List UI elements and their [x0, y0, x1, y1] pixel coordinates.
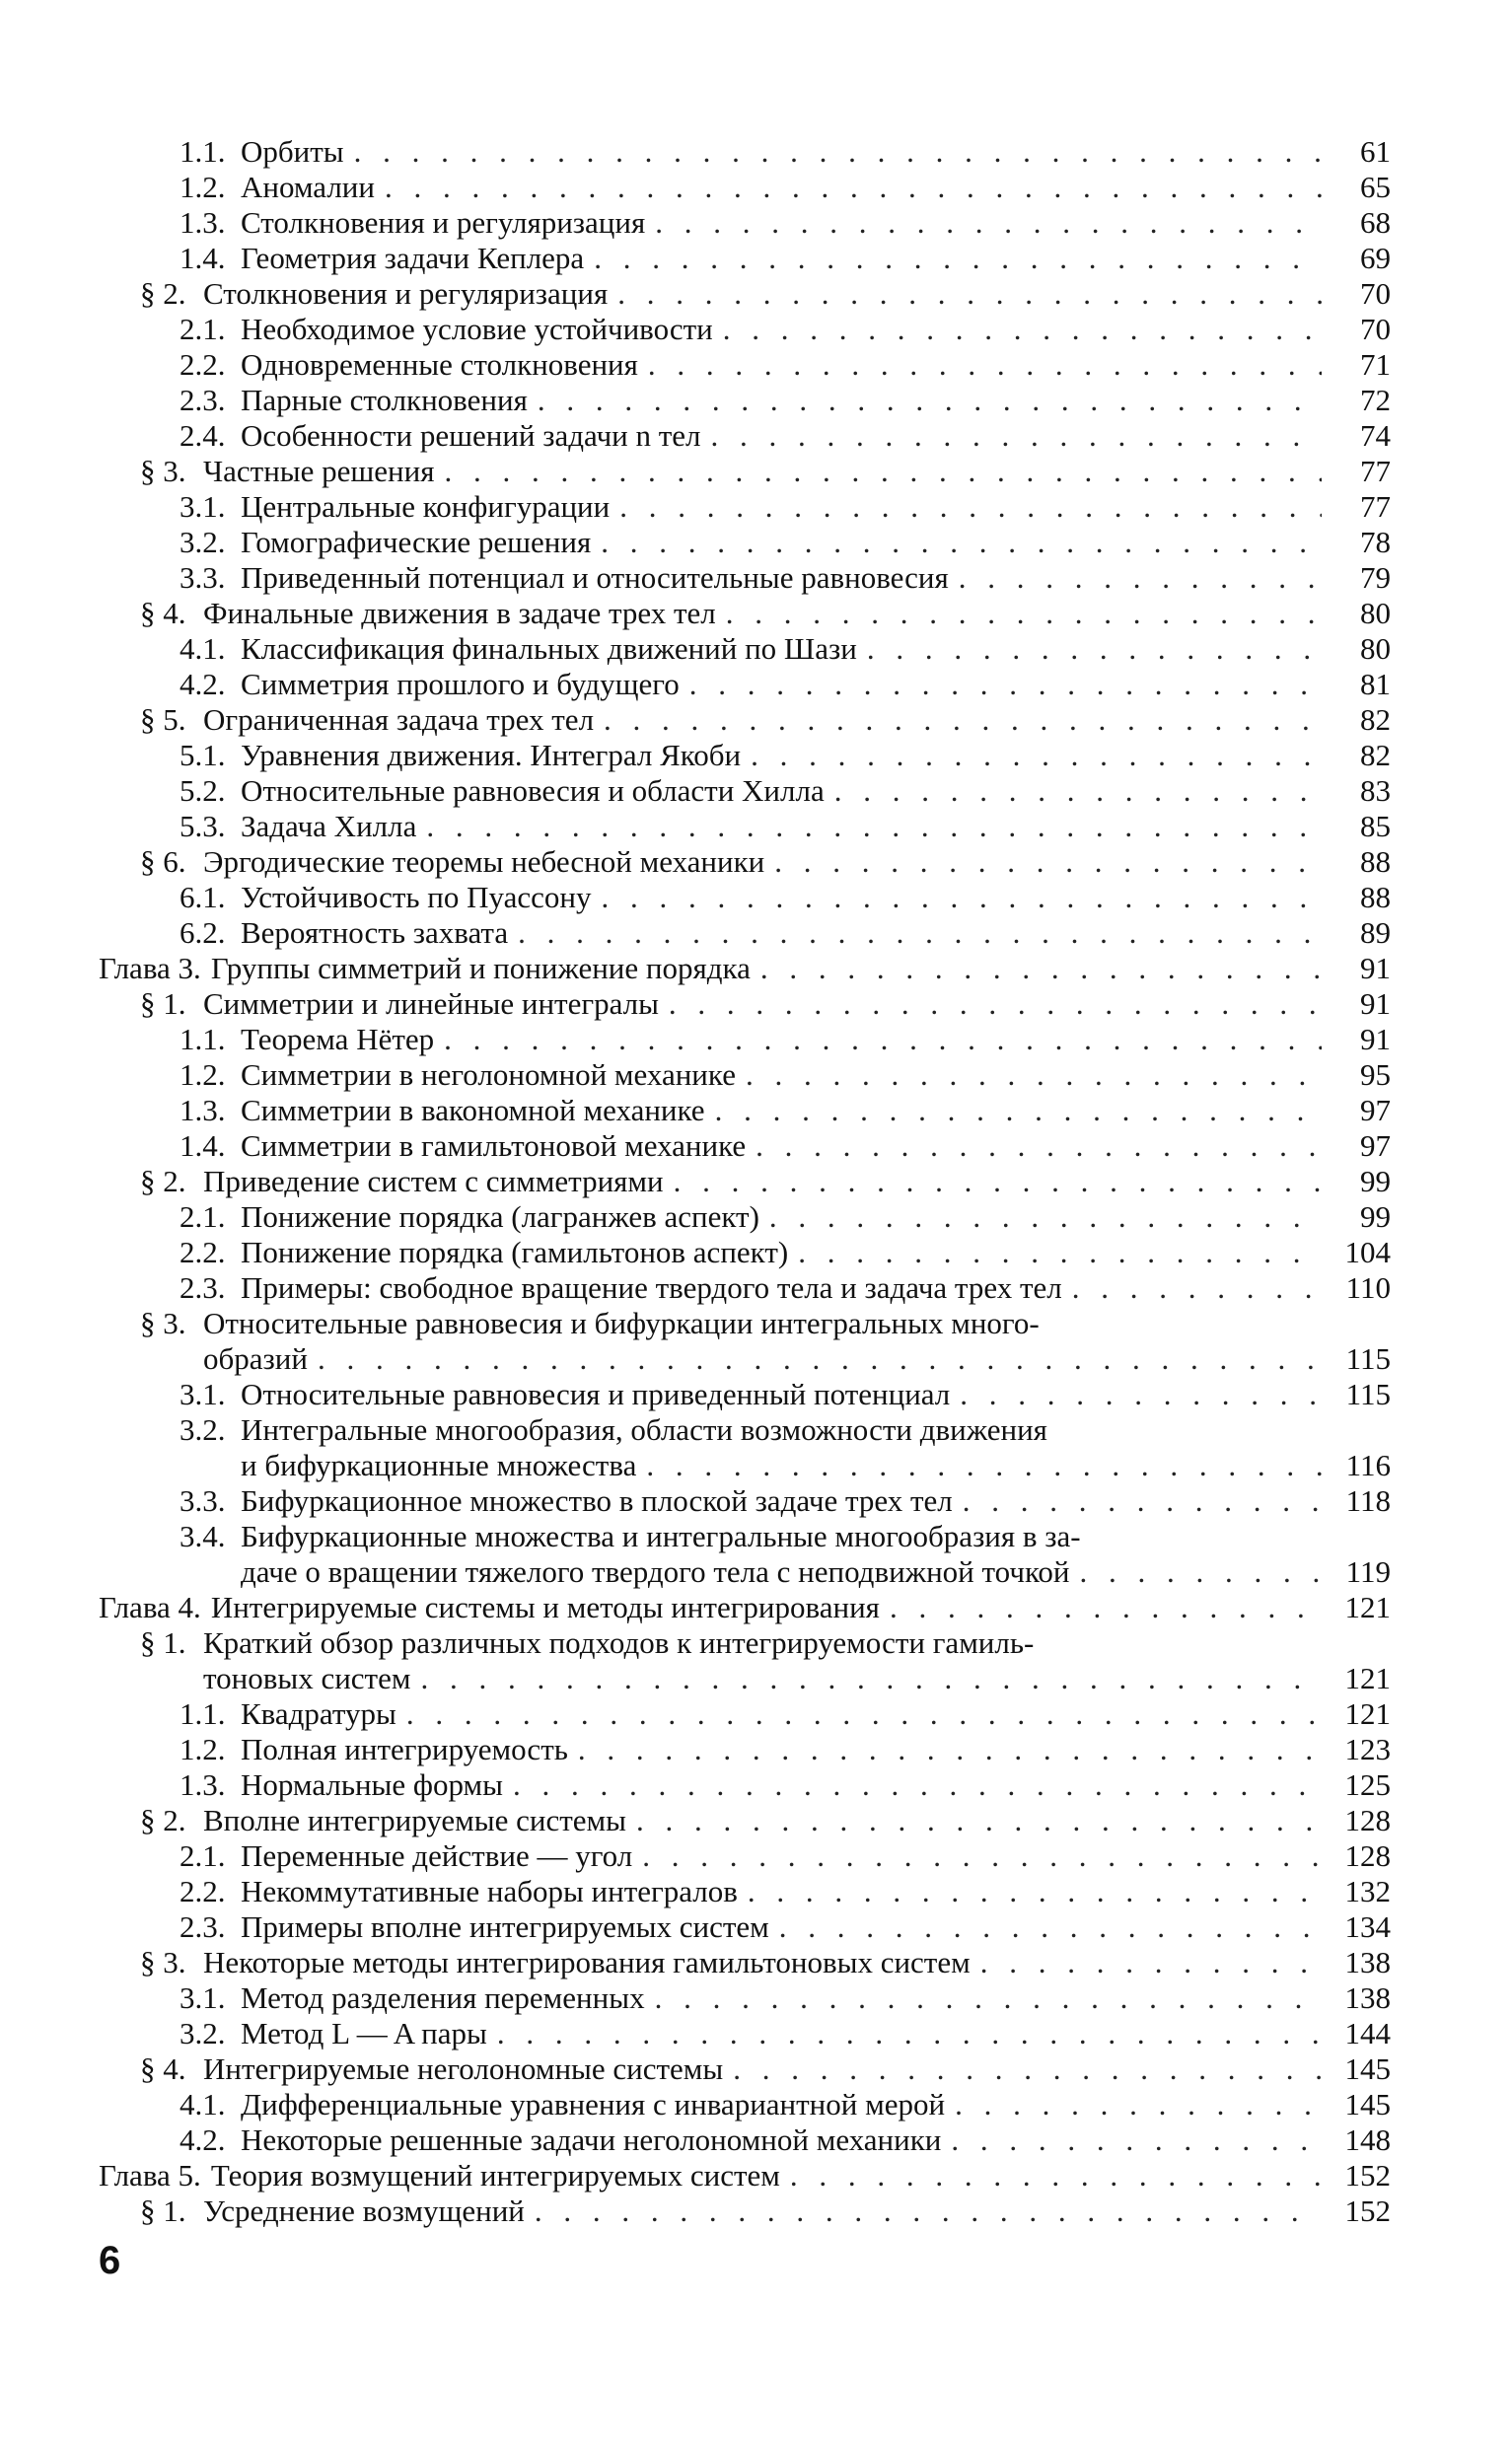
dot-leader: [375, 170, 1322, 205]
toc-entry-page: 128: [1344, 1838, 1391, 1873]
toc-entry-title: Метод L — A пары: [241, 2016, 487, 2050]
toc-entry-page: 123: [1344, 1732, 1391, 1766]
toc-entry-number: 2.1.: [180, 1838, 226, 1873]
dot-leader: [636, 1448, 1322, 1483]
toc-entry-page: 77: [1360, 454, 1391, 488]
toc-section: [99, 1625, 1391, 1696]
toc-entry-number: 3.3.: [180, 1483, 226, 1518]
dot-leader: [788, 1235, 1322, 1270]
toc-entry-number: 6.1.: [180, 880, 226, 914]
dot-leader: [645, 1980, 1322, 2016]
dot-leader: [308, 1341, 1322, 1377]
toc-entry-title: Симметрии в неголономной механике: [241, 1057, 736, 1092]
toc-entry-title: Примеры: свободное вращение твердого тела и задача трех тел: [241, 1270, 1062, 1305]
dot-leader: [434, 454, 1322, 489]
toc-entry-title: Уравнения движения. Интеграл Якоби: [241, 738, 742, 772]
toc-entry-number: 1.1.: [180, 134, 226, 169]
toc-entry-title: Относительные равновесия и бифуркации интегральных много-: [203, 1306, 1040, 1340]
toc-entry-number: 3.1.: [180, 1980, 226, 2015]
toc-entry-title: Теорема Нётер: [241, 1022, 435, 1056]
toc-entry-title: Гомографические решения: [241, 525, 592, 559]
toc-subsection: [99, 1909, 1391, 1945]
dot-leader: [716, 596, 1322, 631]
dot-leader: [626, 1803, 1322, 1838]
toc-subsection: [99, 738, 1391, 773]
dot-leader: [780, 2158, 1322, 2193]
toc-entry-page: 82: [1360, 702, 1391, 737]
toc-entry-title: Симметрии в вакономной механике: [241, 1093, 705, 1127]
toc-entry-number: 3.2.: [180, 2016, 226, 2050]
toc-entry-title: Интегрируемые системы и методы интегрирования: [210, 1590, 880, 1624]
toc-entry-page: 91: [1360, 951, 1391, 985]
dot-leader: [950, 1377, 1322, 1412]
toc-entry-title: Интегральные многообразия, области возможности движения: [241, 1412, 1047, 1447]
dot-leader: [659, 986, 1322, 1022]
toc-entry-number: 1.4.: [180, 1128, 226, 1163]
toc-entry-number: 3.2.: [180, 1412, 226, 1447]
toc-entry-title: Относительные равновесия и области Хилла: [241, 773, 825, 808]
toc-entry-number: 2.2.: [180, 1235, 226, 1269]
toc-entry-title: Необходимое условие устойчивости: [241, 312, 713, 346]
toc-entry-page: 121: [1344, 1661, 1391, 1695]
toc-entry-title: Особенности решений задачи n тел: [241, 418, 701, 453]
toc-subsection: [99, 1483, 1391, 1519]
toc-entry-title: Краткий обзор различных подходов к интегрируемости гамиль-: [203, 1625, 1035, 1660]
toc-entry-page: 79: [1360, 560, 1391, 595]
toc-entry-page: 77: [1360, 489, 1391, 524]
toc-entry-page: 80: [1360, 631, 1391, 666]
toc-entry-page: 65: [1360, 170, 1391, 204]
toc-entry-number: 2.3.: [180, 1270, 226, 1305]
toc-entry-page: 132: [1344, 1874, 1391, 1908]
dot-leader: [568, 1732, 1322, 1767]
toc-entry-title: Устойчивость по Пуассону: [241, 880, 592, 914]
toc-subsection: [99, 1022, 1391, 1057]
toc-entry-number: 1.1.: [180, 1022, 226, 1056]
dot-leader: [410, 1661, 1322, 1696]
toc-subsection: [99, 1270, 1391, 1306]
toc-entry-page: 78: [1360, 525, 1391, 559]
toc-entry-page: 72: [1360, 383, 1391, 417]
dot-leader: [953, 1483, 1322, 1519]
toc-entry-title: Некоммутативные наборы интегралов: [241, 1874, 738, 1908]
toc-subsection: [99, 1235, 1391, 1270]
toc-entry-page: 81: [1360, 667, 1391, 701]
toc-entry-number: 2.1.: [180, 1199, 226, 1234]
dot-leader: [769, 1909, 1322, 1945]
toc-entry-number: § 6.: [140, 844, 186, 879]
toc-entry-number: 2.4.: [180, 418, 226, 453]
toc-subsection: [99, 773, 1391, 809]
toc-section: [99, 1164, 1391, 1199]
toc-entry-number: § 2.: [140, 1803, 186, 1837]
toc-entry-page: 125: [1344, 1767, 1391, 1802]
toc-entry-title: Парные столкновения: [241, 383, 528, 417]
toc-entry-page: 74: [1360, 418, 1391, 453]
dot-leader: [594, 702, 1322, 738]
toc-entry-title: Симметрии в гамильтоновой механике: [241, 1128, 747, 1163]
toc-section: [99, 596, 1391, 631]
toc-entry-page: 104: [1344, 1235, 1391, 1269]
toc-section: [99, 276, 1391, 312]
toc-subsection: [99, 1057, 1391, 1093]
toc-entry-page: 138: [1344, 1980, 1391, 2015]
toc-section: [99, 986, 1391, 1022]
toc-entry-number: 5.2.: [180, 773, 226, 808]
toc-entry-number: 1.2.: [180, 170, 226, 204]
toc-entry-title: Бифуркационные множества и интегральные многообразия в за-: [241, 1519, 1081, 1553]
toc-entry-page: 144: [1344, 2016, 1391, 2050]
toc-entry-page: 97: [1360, 1128, 1391, 1163]
dot-leader: [584, 241, 1322, 276]
toc-entry-number: 1.3.: [180, 1093, 226, 1127]
toc-entry-number: § 2.: [140, 276, 186, 311]
toc-subsection: [99, 205, 1391, 241]
toc-entry-page: 145: [1344, 2087, 1391, 2121]
toc-subsection: [99, 525, 1391, 560]
toc-entry-page: 61: [1360, 134, 1391, 169]
toc-entry-number: 1.3.: [180, 205, 226, 240]
toc-entry-page: 115: [1345, 1341, 1391, 1376]
toc-entry-page: 128: [1344, 1803, 1391, 1837]
dot-leader: [608, 276, 1322, 312]
toc-entry-title: Столкновения и регуляризация: [241, 205, 646, 240]
dot-leader: [591, 880, 1322, 915]
toc-entry-number: 3.1.: [180, 1377, 226, 1411]
toc-entry-number: 2.3.: [180, 383, 226, 417]
toc-entry-title: и бифуркационные множества: [241, 1448, 637, 1482]
toc-subsection: [99, 489, 1391, 525]
toc-subsection: [99, 631, 1391, 667]
dot-leader: [508, 915, 1322, 951]
dot-leader: [825, 773, 1322, 809]
toc-entry-page: 97: [1360, 1093, 1391, 1127]
toc-entry-title: Орбиты: [241, 134, 344, 169]
dot-leader: [610, 489, 1322, 525]
toc-chapter: [99, 1590, 1391, 1625]
toc-entry-title: Некоторые методы интегрирования гамильтоновых систем: [203, 1945, 971, 1979]
toc-entry-number: 4.2.: [180, 2122, 226, 2157]
toc-subsection: [99, 667, 1391, 702]
toc-entry-page: 91: [1360, 986, 1391, 1021]
dot-leader: [525, 2193, 1322, 2229]
toc-entry-page: 115: [1345, 1377, 1391, 1411]
toc-entry-number: 5.1.: [180, 738, 226, 772]
toc-entry-page: 95: [1360, 1057, 1391, 1092]
toc-entry-title: Полная интегрируемость: [241, 1732, 568, 1766]
toc-entry-number: 2.1.: [180, 312, 226, 346]
dot-leader: [705, 1093, 1322, 1128]
toc-entry-page: 70: [1360, 312, 1391, 346]
toc-entry-number: 3.3.: [180, 560, 226, 595]
toc-entry-page: 89: [1360, 915, 1391, 950]
toc-entry-title: Интегрируемые неголономные системы: [203, 2051, 724, 2086]
dot-leader: [949, 560, 1322, 596]
toc-subsection: [99, 134, 1391, 170]
toc-entry-number: § 3.: [140, 454, 186, 488]
toc-section: [99, 2193, 1391, 2229]
toc-subsection: [99, 1732, 1391, 1767]
toc-chapter: [99, 951, 1391, 986]
toc-entry-title: Усреднение возмущений: [203, 2193, 525, 2228]
dot-leader: [857, 631, 1322, 667]
toc-entry-title: Приведение систем с симметриями: [203, 1164, 664, 1198]
dot-leader: [503, 1767, 1322, 1803]
dot-leader: [764, 844, 1322, 880]
toc-entry-title: Метод разделения переменных: [241, 1980, 645, 2015]
dot-leader: [941, 2122, 1322, 2158]
toc-section: [99, 1945, 1391, 1980]
toc-entry-number: 2.2.: [180, 1874, 226, 1908]
toc-entry-page: 110: [1345, 1270, 1391, 1305]
toc-entry-page: 99: [1360, 1199, 1391, 1234]
toc-entry-page: 99: [1360, 1164, 1391, 1198]
toc-entry-title: даче о вращении тяжелого твердого тела с неподвижной точкой: [241, 1554, 1070, 1589]
toc-subsection: [99, 880, 1391, 915]
toc-entry-number: § 4.: [140, 596, 186, 630]
toc-entry-title: Центральные конфигурации: [241, 489, 611, 524]
toc-entry-number: 2.2.: [180, 347, 226, 382]
dot-leader: [746, 1128, 1322, 1164]
dot-leader: [701, 418, 1322, 454]
toc-section: [99, 2051, 1391, 2087]
toc-entry-number: 3.4.: [180, 1519, 226, 1553]
toc-subsection: [99, 560, 1391, 596]
toc-entry-number: 1.2.: [180, 1057, 226, 1092]
toc-entry-page: 148: [1344, 2122, 1391, 2157]
dot-leader: [528, 383, 1322, 418]
toc-entry-page: 152: [1344, 2193, 1391, 2228]
toc-entry-title: Некоторые решенные задачи неголономной механики: [241, 2122, 942, 2157]
toc-entry-number: § 4.: [140, 2051, 186, 2086]
dot-leader: [723, 2051, 1322, 2087]
toc-entry-number: § 1.: [140, 2193, 186, 2228]
dot-leader: [645, 205, 1322, 241]
toc-entry-page: 68: [1360, 205, 1391, 240]
toc-entry-title: Ограниченная задача трех тел: [203, 702, 595, 737]
dot-leader: [713, 312, 1322, 347]
toc-entry-number: Глава 5.: [99, 2158, 201, 2193]
toc-entry-page: 71: [1360, 347, 1391, 382]
dot-leader: [591, 525, 1322, 560]
toc-entry-page: 82: [1360, 738, 1391, 772]
toc-subsection: [99, 1838, 1391, 1874]
table-of-contents: [99, 134, 1391, 2229]
toc-subsection: [99, 1767, 1391, 1803]
toc-entry-title: Аномалии: [241, 170, 375, 204]
toc-subsection: [99, 241, 1391, 276]
dot-leader: [741, 738, 1322, 773]
dot-leader: [759, 1199, 1322, 1235]
toc-entry-number: 1.3.: [180, 1767, 226, 1802]
toc-entry-title: Симметрии и линейные интегралы: [203, 986, 659, 1021]
toc-entry-title: Классификация финальных движений по Шази: [241, 631, 857, 666]
toc-entry-number: 1.2.: [180, 1732, 226, 1766]
toc-entry-number: § 2.: [140, 1164, 186, 1198]
toc-entry-title: Теория возмущений интегрируемых систем: [210, 2158, 780, 2193]
toc-entry-number: 1.4.: [180, 241, 226, 275]
toc-entry-title: Эргодические теоремы небесной механики: [203, 844, 765, 879]
page-number: 6: [99, 2239, 121, 2282]
toc-section: [99, 702, 1391, 738]
toc-entry-title: Финальные движения в задаче трех тел: [203, 596, 716, 630]
toc-subsection: [99, 2087, 1391, 2122]
toc-chapter: [99, 2158, 1391, 2193]
dot-leader: [680, 667, 1322, 702]
toc-entry-number: Глава 4.: [99, 1590, 201, 1624]
toc-entry-title: Группы симметрий и понижение порядка: [210, 951, 751, 985]
toc-subsection: [99, 1874, 1391, 1909]
toc-subsection: [99, 2016, 1391, 2051]
dot-leader: [1062, 1270, 1322, 1306]
toc-entry-page: 116: [1345, 1448, 1391, 1482]
toc-entry-number: 3.1.: [180, 489, 226, 524]
dot-leader: [664, 1164, 1322, 1199]
toc-subsection: [99, 418, 1391, 454]
toc-entry-title: Относительные равновесия и приведенный потенциал: [241, 1377, 951, 1411]
toc-entry-title: образий: [203, 1341, 308, 1376]
dot-leader: [632, 1838, 1322, 1874]
toc-entry-page: 145: [1344, 2051, 1391, 2086]
toc-entry-number: 2.3.: [180, 1909, 226, 1944]
toc-section: [99, 844, 1391, 880]
toc-entry-number: § 1.: [140, 1625, 186, 1660]
toc-entry-page: 83: [1360, 773, 1391, 808]
dot-leader: [880, 1590, 1322, 1625]
toc-subsection: [99, 1696, 1391, 1732]
toc-section: [99, 454, 1391, 489]
toc-entry-number: § 5.: [140, 702, 186, 737]
toc-entry-number: 1.1.: [180, 1696, 226, 1731]
toc-entry-title: Вероятность захвата: [241, 915, 509, 950]
toc-entry-page: 134: [1344, 1909, 1391, 1944]
toc-entry-page: 69: [1360, 241, 1391, 275]
toc-entry-title: Квадратуры: [241, 1696, 396, 1731]
toc-entry-page: 88: [1360, 844, 1391, 879]
toc-entry-title: Переменные действие — угол: [241, 1838, 633, 1873]
dot-leader: [751, 951, 1322, 986]
toc-subsection: [99, 2122, 1391, 2158]
toc-entry-number: 4.2.: [180, 667, 226, 701]
dot-leader: [971, 1945, 1322, 1980]
toc-subsection: [99, 1377, 1391, 1412]
toc-entry-page: 80: [1360, 596, 1391, 630]
dot-leader: [638, 347, 1322, 383]
toc-entry-number: § 1.: [140, 986, 186, 1021]
toc-entry-number: 3.2.: [180, 525, 226, 559]
toc-entry-title: Понижение порядка (гамильтонов аспект): [241, 1235, 789, 1269]
toc-entry-number: 4.1.: [180, 2087, 226, 2121]
toc-entry-title: Симметрия прошлого и будущего: [241, 667, 680, 701]
toc-entry-number: Глава 3.: [99, 951, 201, 985]
dot-leader: [487, 2016, 1322, 2051]
toc-entry-number: 6.2.: [180, 915, 226, 950]
toc-entry-page: 121: [1344, 1590, 1391, 1624]
toc-entry-title: Дифференциальные уравнения с инвариантной мерой: [241, 2087, 946, 2121]
toc-subsection: [99, 915, 1391, 951]
toc-entry-number: § 3.: [140, 1306, 186, 1340]
dot-leader: [738, 1874, 1322, 1909]
toc-subsection: [99, 312, 1391, 347]
toc-entry-page: 121: [1344, 1696, 1391, 1731]
toc-subsection: [99, 1980, 1391, 2016]
toc-subsection: [99, 809, 1391, 844]
toc-entry-number: § 3.: [140, 1945, 186, 1979]
toc-entry-page: 85: [1360, 809, 1391, 843]
toc-entry-page: 118: [1345, 1483, 1391, 1518]
toc-entry-title: Одновременные столкновения: [241, 347, 638, 382]
toc-entry-page: 152: [1344, 2158, 1391, 2193]
toc-entry-number: 4.1.: [180, 631, 226, 666]
toc-entry-title: Понижение порядка (лагранжев аспект): [241, 1199, 759, 1234]
toc-subsection: [99, 1199, 1391, 1235]
dot-leader: [344, 134, 1322, 170]
dot-leader: [416, 809, 1322, 844]
toc-subsection: [99, 347, 1391, 383]
toc-entry-title: тоновых систем: [203, 1661, 411, 1695]
toc-entry-title: Вполне интегрируемые системы: [203, 1803, 626, 1837]
toc-subsection: [99, 170, 1391, 205]
toc-subsection: [99, 1412, 1391, 1483]
toc-entry-title: Столкновения и регуляризация: [203, 276, 609, 311]
toc-entry-page: 70: [1360, 276, 1391, 311]
toc-entry-title: Геометрия задачи Кеплера: [241, 241, 585, 275]
toc-subsection: [99, 1519, 1391, 1590]
toc-entry-page: 138: [1344, 1945, 1391, 1979]
toc-entry-page: 88: [1360, 880, 1391, 914]
toc-entry-title: Нормальные формы: [241, 1767, 503, 1802]
toc-entry-title: Задача Хилла: [241, 809, 417, 843]
toc-entry-title: Частные решения: [203, 454, 435, 488]
toc-entry-title: Бифуркационное множество в плоской задаче трех тел: [241, 1483, 953, 1518]
toc-entry-title: Примеры вполне интегрируемых систем: [241, 1909, 769, 1944]
toc-subsection: [99, 383, 1391, 418]
toc-section: [99, 1306, 1391, 1377]
toc-entry-page: 119: [1345, 1554, 1391, 1589]
toc-section: [99, 1803, 1391, 1838]
dot-leader: [736, 1057, 1322, 1093]
toc-entry-number: 5.3.: [180, 809, 226, 843]
toc-subsection: [99, 1128, 1391, 1164]
toc-entry-page: 91: [1360, 1022, 1391, 1056]
toc-entry-title: Приведенный потенциал и относительные равновесия: [241, 560, 949, 595]
toc-subsection: [99, 1093, 1391, 1128]
dot-leader: [434, 1022, 1322, 1057]
dot-leader: [1070, 1554, 1322, 1590]
dot-leader: [396, 1696, 1322, 1732]
dot-leader: [945, 2087, 1322, 2122]
